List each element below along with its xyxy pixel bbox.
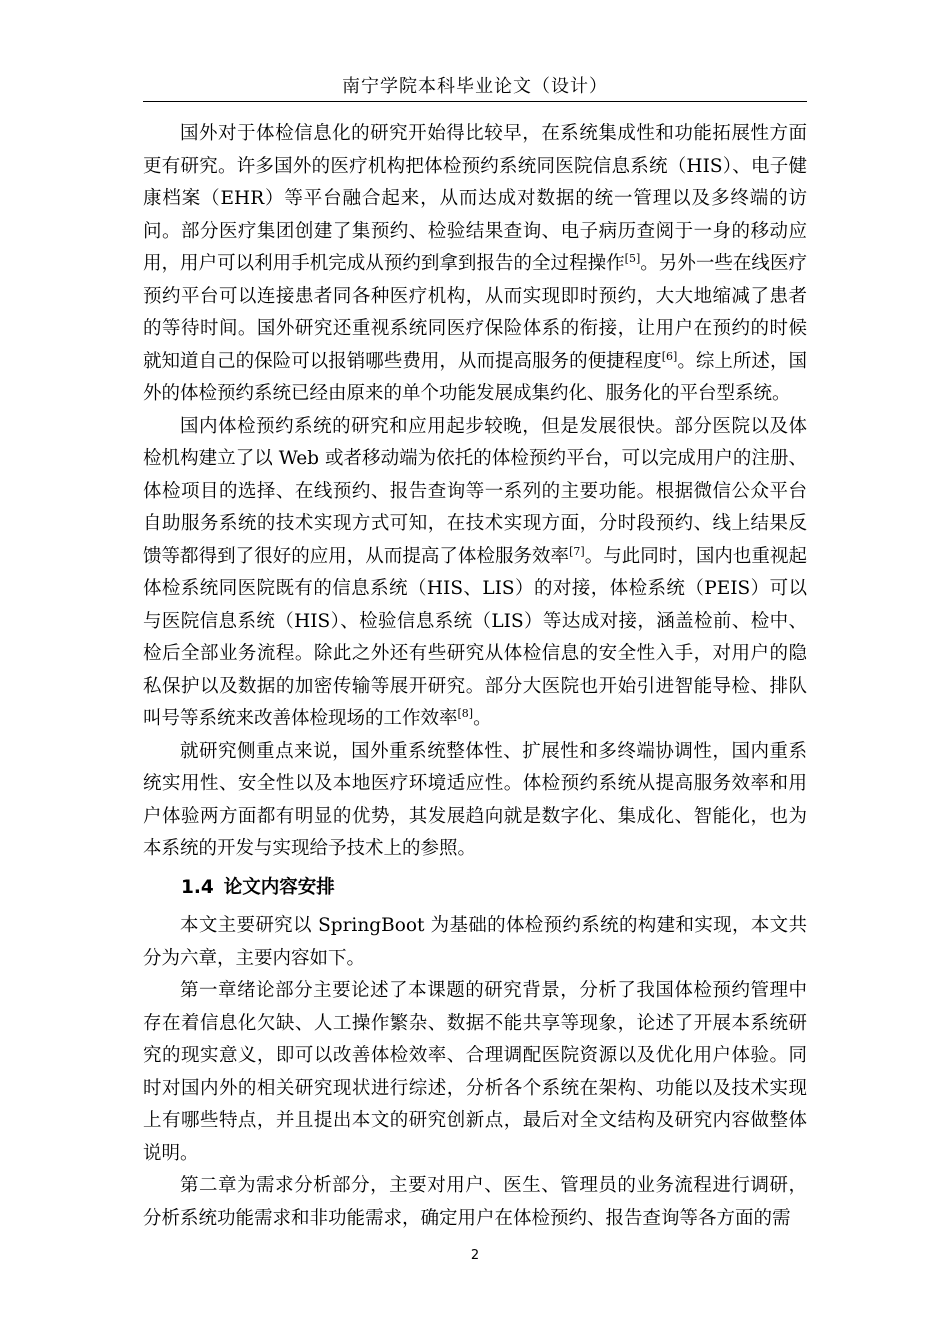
page-number: 2 bbox=[470, 1248, 480, 1263]
paragraph-structure-intro bbox=[143, 910, 807, 975]
paragraph-chapter-one bbox=[143, 975, 807, 1170]
paragraph-text: 。 bbox=[473, 708, 492, 729]
paragraph-text: 。另外一些在线医疗预约平台可以连接患者同各种医疗机构，从而实现即时预约，大大地缩减了患者的等待时间。国外研究还重视系统同医疗保险体系的衔接，让用户在预约的时候就知道自己的保险可以报销哪些费用，从而提高服务的便捷程度 bbox=[143, 253, 807, 372]
paragraph-research-summary bbox=[143, 736, 807, 866]
paragraph-text: 国内体检预约系统的研究和应用起步较晚，但是发展很快。部分医院以及体检机构建立了以 Web 或者移动端为依托的体检预约平台，可以完成用户的注册、体检项目的选择、在线预约、报告查询等一系列的主要功能。根据微信公众平台自助服务系统的技术实现方式可知，在技术实现方面，分时段预约、线上结果反馈等都得到了很好的应用，从而提高了体检服务效率 bbox=[143, 415, 807, 567]
paragraph-text: 本文主要研究以 SpringBoot 为基础的体检预约系统的构建和实现，本文共分为六章，主要内容如下。 bbox=[143, 915, 807, 969]
paragraph-text: 第二章为需求分析部分，主要对用户、医生、管理员的业务流程进行调研，分析系统功能需求和非功能需求，确定用户在体检预约、报告查询等各方面的需 bbox=[143, 1175, 807, 1229]
paragraph-text: 就研究侧重点来说，国外重系统整体性、扩展性和多终端协调性，国内重系统实用性、安全性以及本地医疗环境适应性。体检预约系统从提高服务效率和用户体验两方面都有明显的优势，其发展趋向就是数字化、集成化、智能化，也为本系统的开发与实现给予技术上的参照。 bbox=[143, 740, 807, 859]
page-body bbox=[143, 118, 807, 1235]
citation: [8] bbox=[457, 706, 474, 720]
citation: [7] bbox=[569, 544, 585, 558]
citation: [6] bbox=[661, 349, 678, 363]
section-title: 论文内容安排 bbox=[223, 876, 335, 898]
paragraph-chapter-two bbox=[143, 1170, 807, 1235]
paragraph-domestic-research bbox=[143, 411, 807, 736]
header-divider bbox=[143, 101, 807, 102]
section-number: 1.4 bbox=[181, 876, 214, 898]
paragraph-text: 国外对于体检信息化的研究开始得比较早，在系统集成性和功能拓展性方面更有研究。许多国外的医疗机构把体检预约系统同医院信息系统（HIS）、电子健康档案（EHR）等平台融合起来，从而达成对数据的统一管理以及多终端的访问。部分医疗集团创建了集预约、检验结果查询、电子病历查阅于一身的移动应用，用户可以利用手机完成从预约到拿到报告的全过程操作 bbox=[143, 123, 807, 274]
section-heading bbox=[143, 872, 807, 905]
paragraph-text: 。与此同时，国内也重视起体检系统同医院既有的信息系统（HIS、LIS）的对接，体检系统（PEIS）可以与医院信息系统（HIS）、检验信息系统（LIS）等达成对接，涵盖检前、检中、检后全部业务流程。除此之外还有些研究从体检信息的安全性入手，对用户的隐私保护以及数据的加密传输等展开研究。部分大医院也开始引进智能导检、排队叫号等系统来改善体检现场的工作效率 bbox=[143, 545, 807, 729]
paragraph-text: 第一章绪论部分主要论述了本课题的研究背景，分析了我国体检预约管理中存在着信息化欠缺、人工操作繁杂、数据不能共享等现象，论述了开展本系统研究的现实意义，即可以改善体检效率、合理调配医院资源以及优化用户体验。同时对国内外的相关研究现状进行综述，分析各个系统在架构、功能以及技术实现上有哪些特点，并且提出本文的研究创新点，最后对全文结构及研究内容做整体说明。 bbox=[143, 980, 807, 1164]
running-header-title: 南宁学院本科毕业论文（设计） bbox=[342, 76, 608, 97]
paragraph-text: 。综上所述，国外的体检预约系统已经由原来的单个功能发展成集约化、服务化的平台型系统。 bbox=[143, 350, 807, 404]
paragraph-foreign-research bbox=[143, 118, 807, 411]
citation: [5] bbox=[624, 251, 641, 265]
